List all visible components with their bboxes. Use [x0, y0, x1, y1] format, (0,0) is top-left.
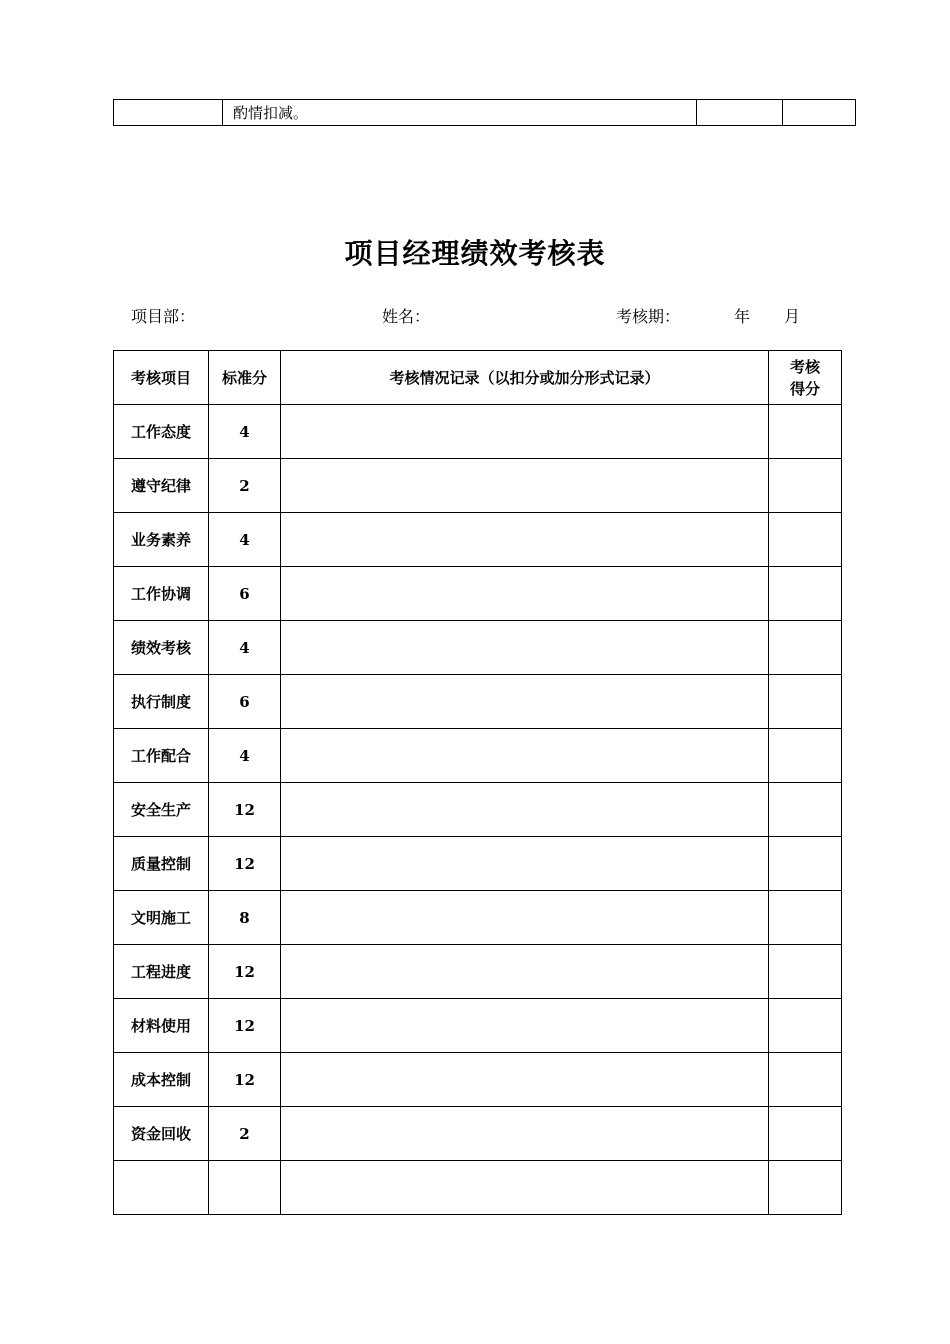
record-cell[interactable] — [281, 729, 769, 783]
item-cell: 工程进度 — [114, 945, 209, 999]
item-cell: 材料使用 — [114, 999, 209, 1053]
header-score-line1: 考核 — [789, 357, 820, 376]
standard-cell: 6 — [209, 567, 281, 621]
record-cell[interactable] — [281, 1107, 769, 1161]
item-cell: 绩效考核 — [114, 621, 209, 675]
table-row — [114, 1107, 842, 1161]
table-row — [114, 1053, 842, 1107]
score-cell[interactable] — [769, 1053, 842, 1107]
standard-cell: 4 — [209, 729, 281, 783]
record-cell[interactable] — [281, 837, 769, 891]
record-cell[interactable] — [281, 1161, 769, 1215]
item-cell-empty[interactable] — [114, 1161, 209, 1215]
fragment-cell-text: 酌情扣减。 — [223, 100, 697, 126]
header-standard: 标准分 — [209, 351, 281, 405]
score-cell[interactable] — [769, 621, 842, 675]
record-cell[interactable] — [281, 891, 769, 945]
record-cell[interactable] — [281, 1053, 769, 1107]
score-cell[interactable] — [769, 1107, 842, 1161]
standard-cell: 4 — [209, 405, 281, 459]
item-cell: 执行制度 — [114, 675, 209, 729]
fragment-cell-empty — [783, 100, 856, 126]
score-cell[interactable] — [769, 459, 842, 513]
item-cell: 文明施工 — [114, 891, 209, 945]
score-cell[interactable] — [769, 891, 842, 945]
continued-table-fragment — [113, 99, 856, 126]
standard-cell: 4 — [209, 621, 281, 675]
standard-cell: 12 — [209, 837, 281, 891]
item-cell: 资金回收 — [114, 1107, 209, 1161]
standard-cell: 2 — [209, 459, 281, 513]
score-cell[interactable] — [769, 945, 842, 999]
item-cell: 工作配合 — [114, 729, 209, 783]
fragment-cell-empty — [114, 100, 223, 126]
table-row — [114, 837, 842, 891]
score-cell[interactable] — [769, 783, 842, 837]
assessment-table — [113, 350, 842, 1215]
score-cell[interactable] — [769, 675, 842, 729]
item-cell: 工作协调 — [114, 567, 209, 621]
record-cell[interactable] — [281, 405, 769, 459]
period-label: 考核期： — [616, 307, 681, 326]
table-row — [114, 621, 842, 675]
table-row — [114, 459, 842, 513]
table-row — [114, 675, 842, 729]
record-cell[interactable] — [281, 621, 769, 675]
table-row — [114, 405, 842, 459]
header-score-line2: 得分 — [789, 379, 820, 398]
standard-cell: 12 — [209, 945, 281, 999]
record-cell[interactable] — [281, 513, 769, 567]
record-cell[interactable] — [281, 459, 769, 513]
item-cell: 质量控制 — [114, 837, 209, 891]
table-row — [114, 729, 842, 783]
table-row — [114, 945, 842, 999]
header-record: 考核情况记录（以扣分或加分形式记录） — [281, 351, 769, 405]
score-cell[interactable] — [769, 1161, 842, 1215]
department-label: 项目部： — [131, 307, 196, 326]
table-header-row — [114, 351, 842, 405]
standard-cell: 6 — [209, 675, 281, 729]
year-label: 年 — [734, 307, 751, 326]
standard-cell: 2 — [209, 1107, 281, 1161]
standard-cell: 4 — [209, 513, 281, 567]
table-row-empty — [114, 1161, 842, 1215]
fragment-row — [114, 100, 856, 126]
table-row — [114, 891, 842, 945]
record-cell[interactable] — [281, 945, 769, 999]
record-cell[interactable] — [281, 999, 769, 1053]
score-cell[interactable] — [769, 999, 842, 1053]
standard-cell: 12 — [209, 783, 281, 837]
page-title: 项目经理绩效考核表 — [344, 237, 606, 270]
item-cell: 工作态度 — [114, 405, 209, 459]
standard-cell: 8 — [209, 891, 281, 945]
record-cell[interactable] — [281, 675, 769, 729]
standard-cell-empty[interactable] — [209, 1161, 281, 1215]
fragment-cell-empty — [697, 100, 783, 126]
name-label: 姓名： — [382, 307, 431, 326]
record-cell[interactable] — [281, 567, 769, 621]
score-cell[interactable] — [769, 513, 842, 567]
table-row — [114, 783, 842, 837]
table-row — [114, 999, 842, 1053]
item-cell: 成本控制 — [114, 1053, 209, 1107]
table-row — [114, 513, 842, 567]
header-score — [769, 351, 842, 405]
header-item: 考核项目 — [114, 351, 209, 405]
record-cell[interactable] — [281, 783, 769, 837]
score-cell[interactable] — [769, 837, 842, 891]
score-cell[interactable] — [769, 729, 842, 783]
standard-cell: 12 — [209, 999, 281, 1053]
item-cell: 业务素养 — [114, 513, 209, 567]
month-label: 月 — [784, 307, 801, 326]
item-cell: 安全生产 — [114, 783, 209, 837]
table-row — [114, 567, 842, 621]
item-cell: 遵守纪律 — [114, 459, 209, 513]
score-cell[interactable] — [769, 405, 842, 459]
standard-cell: 12 — [209, 1053, 281, 1107]
score-cell[interactable] — [769, 567, 842, 621]
